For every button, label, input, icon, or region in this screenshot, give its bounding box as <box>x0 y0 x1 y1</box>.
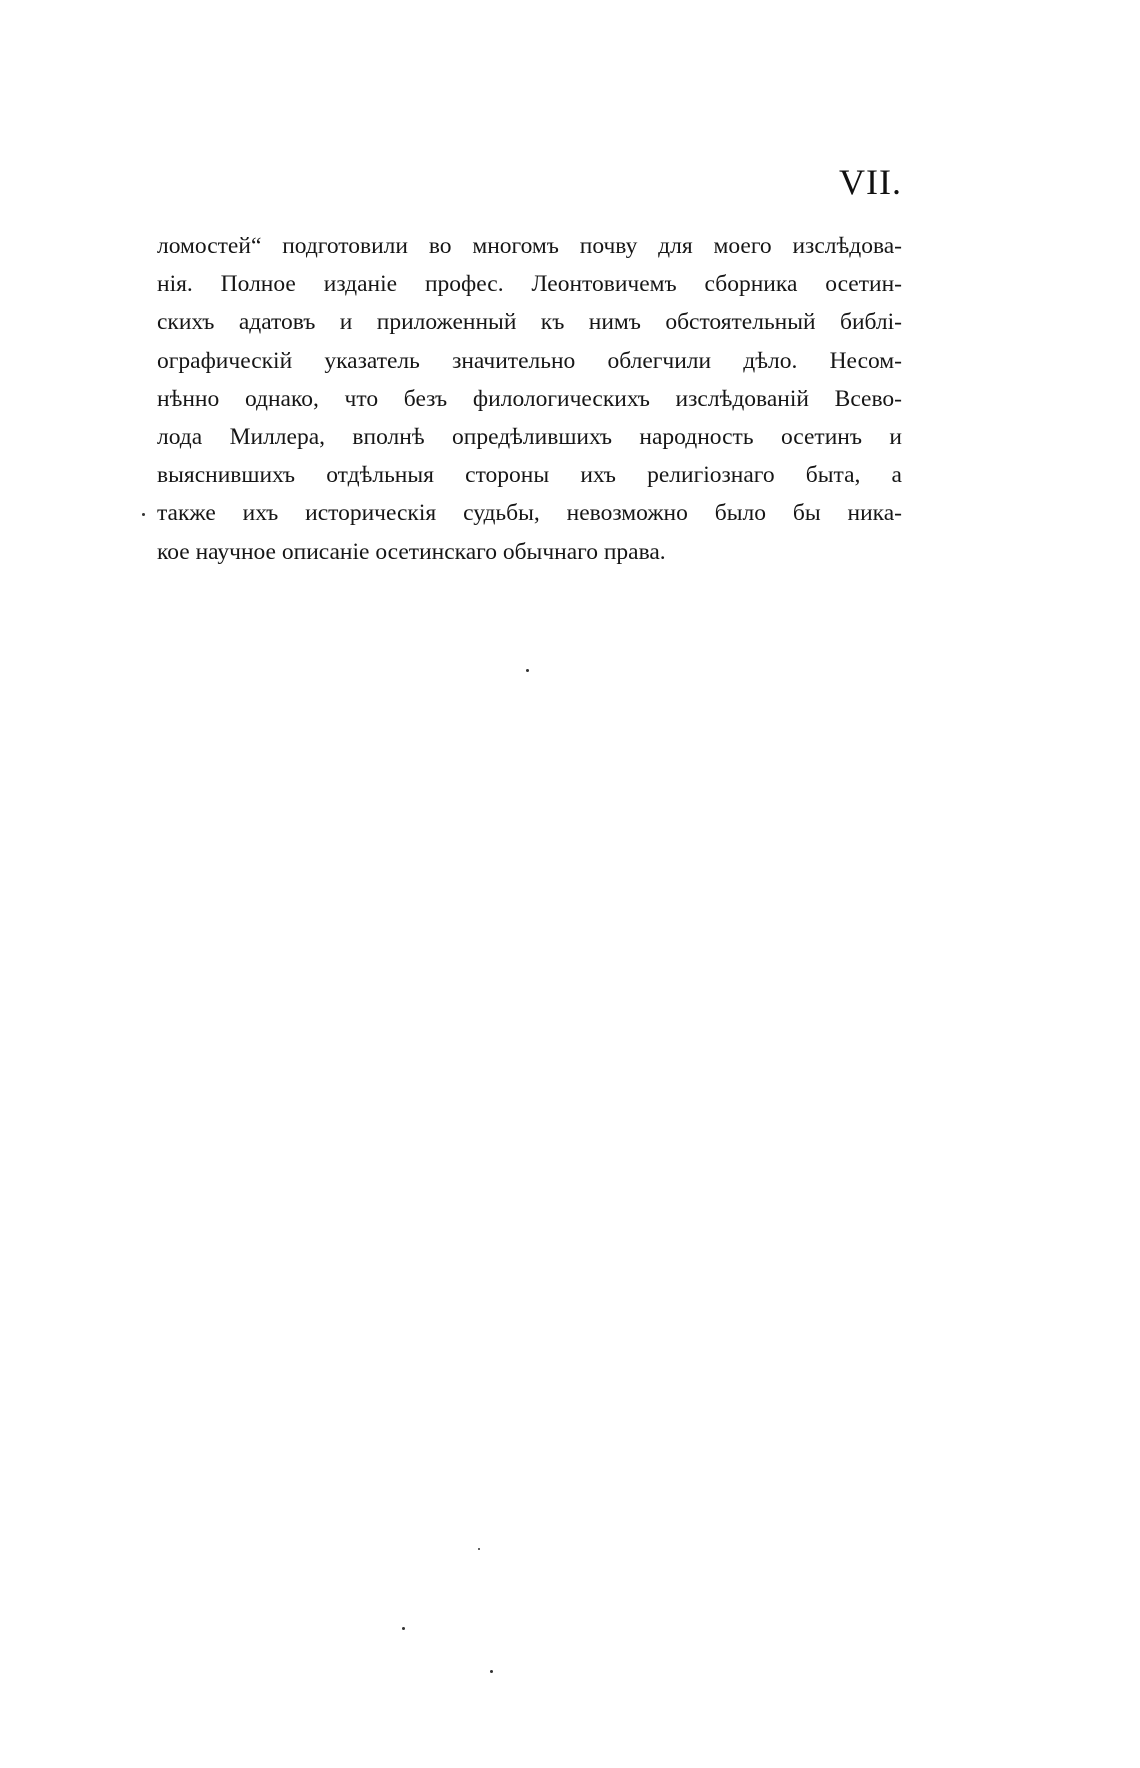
page-number: VII. <box>839 162 902 202</box>
text-line: ографическій указатель значительно облегчили дѣло. Несом- <box>157 347 902 374</box>
text-line: лода Миллера, вполнѣ опредѣлившихъ народность осетинъ и <box>157 423 902 450</box>
body-text <box>157 227 902 571</box>
text-line: выяснившихъ отдѣльныя стороны ихъ религіознаго быта, а <box>157 462 902 489</box>
scan-speck <box>142 513 145 516</box>
text-line: нія. Полное изданіе профес. Леонтовичемъ сборника осетин- <box>157 271 902 298</box>
text-line: скихъ адатовъ и приложенный къ нимъ обстоятельный библі- <box>157 309 902 336</box>
text-line: кое научное описаніе осетинскаго обычнаго права. <box>157 538 666 565</box>
scan-speck <box>402 1627 405 1630</box>
scan-speck <box>526 669 529 672</box>
text-line: также ихъ историческія судьбы, невозможно было бы ника- <box>157 500 902 527</box>
scan-speck <box>478 1548 480 1550</box>
scan-speck <box>490 1670 493 1673</box>
text-line: нѣнно однако, что безъ филологическихъ изслѣдованій Всево- <box>157 385 902 412</box>
text-line: ломостей“ подготовили во многомъ почву для моего изслѣдова- <box>157 233 902 259</box>
